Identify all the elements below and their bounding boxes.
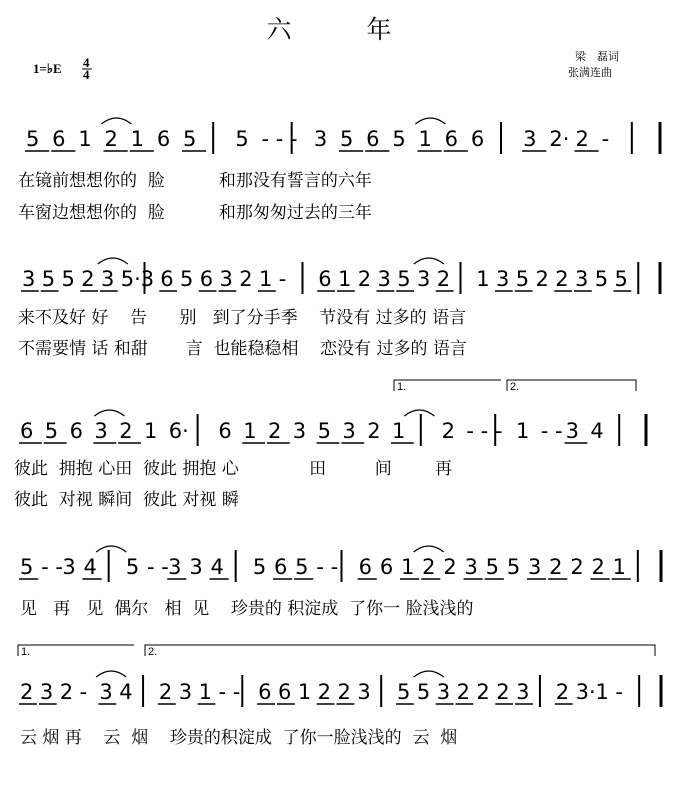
note-glyph: 2 [59, 680, 74, 704]
note-glyph: 2 [119, 419, 133, 443]
note-glyph: - - - [261, 127, 298, 151]
note-glyph: 5 [340, 127, 354, 151]
note-glyph: - [278, 267, 287, 291]
note-glyph: - [79, 680, 88, 704]
note-glyph: 5 [614, 267, 628, 291]
note-glyph: 1 [392, 419, 406, 443]
note-glyph: 1 [198, 680, 212, 704]
note-glyph: 6 [470, 127, 485, 151]
note-glyph: 5 [20, 555, 34, 579]
note-glyph: - - [218, 680, 241, 704]
note-glyph: 1 [612, 555, 627, 579]
lyric-line: 云 烟 再 云 烟 珍贵的积淀成 了你一脸浅浅的 云 烟 [20, 728, 458, 748]
note-glyph: 3 [436, 680, 451, 704]
note-glyph: 3 [168, 555, 182, 579]
key-signature: 1=♭E [33, 61, 62, 76]
note-glyph: 5 [295, 555, 309, 579]
note-glyph: 3 [417, 267, 431, 291]
note-glyph: 5 [594, 267, 609, 291]
note-glyph: - - [41, 555, 64, 579]
note-glyph: 1 [78, 127, 92, 151]
note-glyph: 6 [274, 555, 288, 579]
note-glyph: 2 [357, 267, 372, 291]
note-glyph: 1 [130, 127, 145, 151]
note-glyph: 6 [218, 419, 232, 443]
volta-label: 1. [397, 381, 407, 393]
note-glyph: 3 [377, 267, 391, 291]
note-glyph: 4 [83, 555, 97, 579]
note-glyph: - - [316, 555, 339, 579]
note-glyph: 5 [506, 555, 521, 579]
note-glyph: 5 [397, 267, 411, 291]
note-glyph: 5 [392, 127, 406, 151]
note-glyph: 5 [485, 555, 500, 579]
time-signature-bottom: 4 [83, 67, 90, 82]
note-glyph: 3 [313, 127, 328, 151]
note-glyph: 3 [94, 419, 108, 443]
note-glyph: 6 [20, 419, 34, 443]
lyric-line: 在镜前想想你的 脸 和那没有誓言的六年 [18, 171, 372, 191]
note-glyph: 5 [26, 127, 40, 151]
note-glyph: 1 [418, 127, 432, 151]
note-glyph: 4 [210, 555, 224, 579]
note-glyph: 6 [379, 555, 394, 579]
note-glyph: 6 [366, 127, 380, 151]
music-system-4 [19, 546, 661, 582]
note-glyph: 5 [125, 555, 140, 579]
note-glyph: 3 [528, 555, 542, 579]
note-glyph: 2 [570, 555, 584, 579]
slur [98, 258, 128, 264]
note-glyph: 5 [252, 555, 267, 579]
note-glyph: 3 [565, 419, 579, 443]
note-glyph: 6 [318, 267, 332, 291]
note-glyph: - - [147, 555, 169, 579]
note-glyph: 1 [516, 419, 530, 443]
volta-bracket-1 [18, 645, 134, 656]
note-glyph: 3 [496, 267, 510, 291]
slur [96, 671, 126, 677]
note-glyph: 6 [199, 267, 214, 291]
note-glyph: 2 [268, 419, 282, 443]
note-glyph: 6 [52, 127, 66, 151]
note-glyph: 6 [358, 555, 373, 579]
note-glyph: 5 [416, 680, 431, 704]
note-glyph: 5·3 [120, 267, 155, 291]
note-glyph: 6 [258, 680, 272, 704]
note-glyph: 3 [101, 267, 115, 291]
lyric-line: 彼此 对视 瞬间 彼此 对视 瞬 [14, 490, 239, 510]
note-glyph: 5 [44, 419, 59, 443]
lyric-line: 来不及好 好 告 别 到了分手季 节没有 过多的 语言 [18, 308, 467, 328]
slur [404, 410, 434, 416]
note-glyph: 2 [158, 680, 173, 704]
music-system-1 [25, 118, 660, 154]
note-glyph: 5 [41, 267, 56, 291]
note-glyph: 3 [39, 680, 54, 704]
note-glyph: 3 [357, 680, 371, 704]
note-glyph: 2 [239, 267, 253, 291]
slur [414, 258, 444, 264]
note-glyph: - - [540, 419, 563, 443]
note-glyph: 2 [456, 680, 470, 704]
note-glyph: 5 [317, 419, 331, 443]
note-glyph: - [615, 680, 623, 704]
note-glyph: 3 [523, 127, 537, 151]
slur [96, 546, 126, 552]
slur [414, 546, 444, 552]
note-glyph: - [601, 127, 610, 151]
note-glyph: 2 [549, 555, 563, 579]
lyricist-credit: 梁 磊词 [575, 51, 619, 63]
lyric-line: 见 再 见 偶尔 相 见 珍贵的 积淀成 了你一 脸浅浅的 [20, 599, 474, 619]
note-glyph: 2 [422, 555, 436, 579]
note-glyph: 2 [575, 127, 589, 151]
note-glyph: 5 [397, 680, 411, 704]
note-glyph: 4 [590, 419, 604, 443]
note-glyph: 2 [496, 680, 510, 704]
note-glyph: 2 [367, 419, 381, 443]
note-glyph: 2 [476, 680, 490, 704]
note-glyph: 2 [443, 555, 457, 579]
composer-credit: 张满连曲 [568, 67, 612, 79]
volta-bracket-2 [145, 645, 655, 656]
note-glyph: 2 [81, 267, 95, 291]
note-glyph: 2 [555, 267, 569, 291]
music-system-2 [21, 258, 660, 294]
note-glyph: 3 [219, 267, 233, 291]
note-glyph: 3 [62, 555, 76, 579]
note-glyph: 3· [575, 680, 596, 704]
note-glyph: 2 [20, 680, 34, 704]
note-glyph: 5 [180, 267, 194, 291]
note-glyph: 3 [575, 267, 589, 291]
time-signature-top: 4 [83, 55, 90, 70]
note-glyph: 2 [104, 127, 118, 151]
note-glyph: 1 [401, 555, 415, 579]
note-glyph: 3 [342, 419, 356, 443]
note-glyph: 1 [144, 419, 158, 443]
slur [94, 410, 124, 416]
note-glyph: 6 [69, 419, 83, 443]
note-glyph: 3 [292, 419, 307, 443]
note-glyph: 2 [317, 680, 332, 704]
volta-label: 2. [510, 381, 520, 393]
note-glyph: 1 [243, 419, 257, 443]
note-glyph: 6 [156, 127, 171, 151]
note-glyph: 1 [338, 267, 352, 291]
slur [101, 118, 131, 124]
note-glyph: 5 [183, 127, 197, 151]
music-system-3 [19, 410, 646, 446]
lyric-line: 不需要情 话 和甜 言 也能稳稳相 恋没有 过多的 语言 [18, 339, 467, 359]
volta-bracket-1 [394, 380, 501, 391]
lyric-line: 彼此 拥抱 心田 彼此 拥抱 心 田 间 再 [14, 459, 452, 479]
note-glyph: 5 [61, 267, 75, 291]
note-glyph: 5 [235, 127, 249, 151]
note-glyph: 2· [549, 127, 570, 151]
note-glyph: 3 [189, 555, 203, 579]
note-glyph: 3 [99, 680, 113, 704]
volta-label: 2. [148, 646, 158, 658]
note-glyph: 1 [259, 267, 273, 291]
music-system-5 [19, 671, 661, 707]
note-glyph: 6· [168, 419, 189, 443]
volta-bracket-2 [507, 380, 636, 391]
note-glyph: 2 [436, 267, 451, 291]
slur [415, 118, 445, 124]
note-glyph: 3 [516, 680, 530, 704]
note-glyph: 3 [22, 267, 36, 291]
note-glyph: 4 [119, 680, 133, 704]
lyric-line: 车窗边想想你的 脸 和那匆匆过去的三年 [18, 203, 372, 223]
note-glyph: 5 [515, 267, 530, 291]
note-glyph: 2 [591, 555, 605, 579]
note-glyph: 1 [297, 680, 312, 704]
note-glyph: 1 [595, 680, 609, 704]
note-glyph: 2 [337, 680, 351, 704]
note-glyph: - - - [466, 419, 503, 443]
note-glyph: 3 [178, 680, 193, 704]
note-glyph: 2 [535, 267, 549, 291]
slur [414, 671, 444, 677]
note-glyph: 2 [441, 419, 455, 443]
note-glyph: 1 [476, 267, 490, 291]
note-glyph: 6 [277, 680, 292, 704]
note-glyph: 3 [464, 555, 478, 579]
note-glyph: 6 [160, 267, 174, 291]
song-title: 六 年 [266, 15, 392, 44]
note-glyph: 2 [555, 680, 570, 704]
note-glyph: 6 [444, 127, 459, 151]
volta-label: 1. [21, 646, 31, 658]
